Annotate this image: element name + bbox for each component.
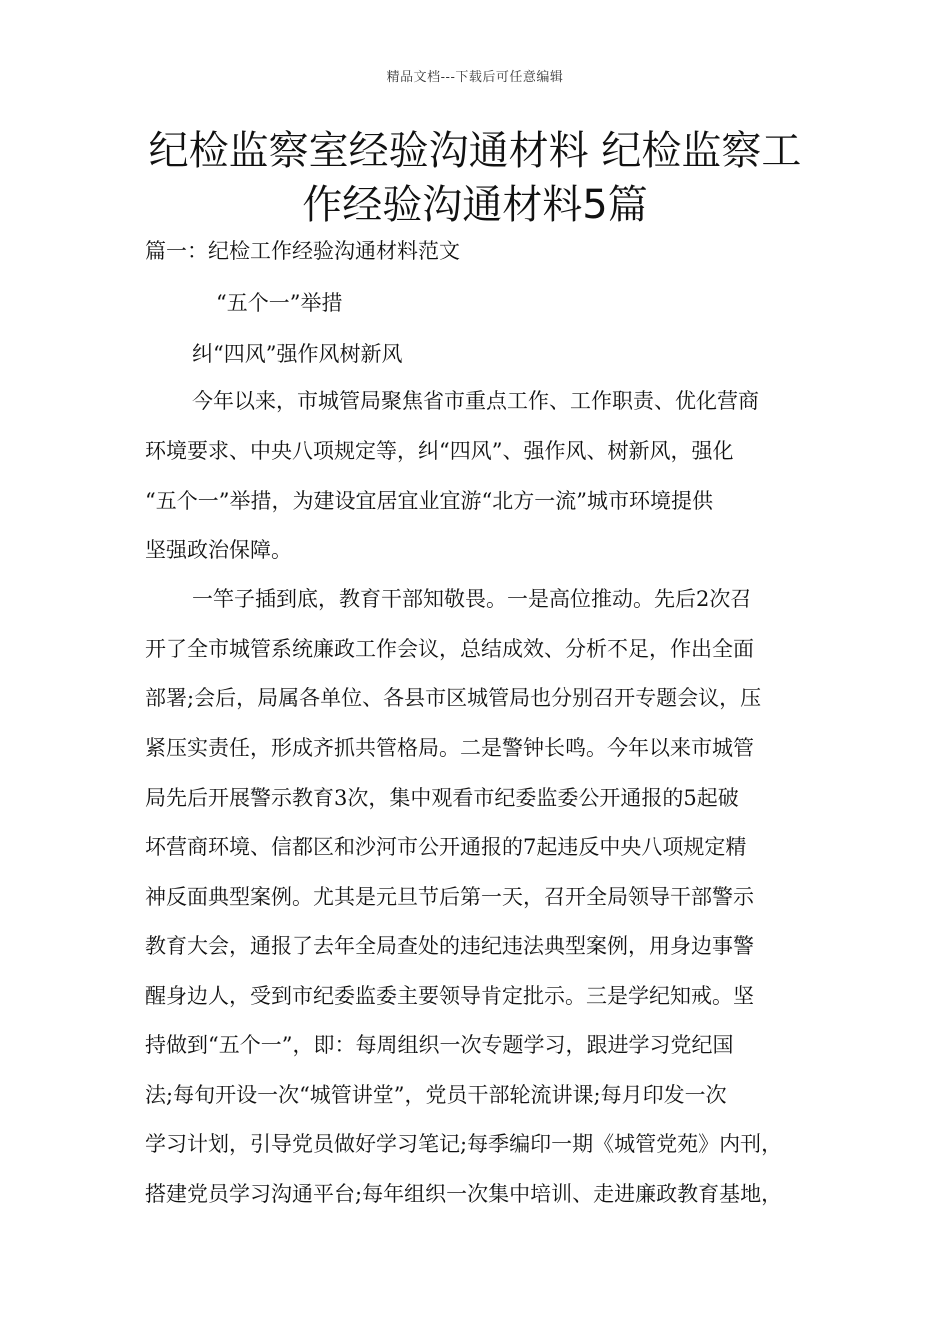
paragraph-line: 醒身边人，受到市纪委监委主要领导肯定批示。三是学纪知戒。坚	[145, 984, 754, 1008]
paragraph-line: 坏营商环境、信都区和沙河市公开通报的7起违反中央八项规定精	[145, 835, 747, 859]
section-heading: 篇一：纪检工作经验沟通材料范文	[145, 239, 460, 263]
paragraph-line: 搭建党员学习沟通平台;每年组织一次集中培训、走进廉政教育基地，	[145, 1182, 783, 1206]
paragraph-line: 法;每旬开设一次“城管讲堂”，党员干部轮流讲课;每月印发一次	[145, 1083, 727, 1107]
title-line-1: 纪检监察室经验沟通材料 纪检监察工	[148, 128, 802, 174]
paragraph-line: 开了全市城管系统廉政工作会议，总结成效、分析不足，作出全面	[145, 637, 754, 661]
paragraph-line: 坚强政治保障。	[145, 538, 292, 562]
paragraph-line: 环境要求、中央八项规定等，纠“四风”、强作风、树新风，强化	[145, 439, 734, 463]
paragraph-line: 紧压实责任，形成齐抓共管格局。二是警钟长鸣。今年以来市城管	[145, 736, 754, 760]
subheading-five-measures: “五个一”举措	[216, 291, 343, 315]
paragraph-line: 学习计划，引导党员做好学习笔记;每季编印一期《城管党苑》内刊，	[145, 1132, 783, 1156]
subheading-four-winds: 纠“四风”强作风树新风	[192, 342, 403, 366]
paragraph-line: 教育大会，通报了去年全局查处的违纪违法典型案例，用身边事警	[145, 934, 754, 958]
running-header: 精品文档---下载后可任意编辑	[386, 70, 564, 85]
paragraph-line: 局先后开展警示教育3次，集中观看市纪委监委公开通报的5起破	[145, 786, 739, 810]
paragraph-line: 神反面典型案例。尤其是元旦节后第一天，召开全局领导干部警示	[145, 885, 754, 909]
paragraph-line: 一竿子插到底，教育干部知敬畏。一是高位推动。先后2次召	[192, 587, 752, 611]
document-title	[100, 124, 850, 232]
paragraph-line: “五个一”举措，为建设宜居宜业宜游“北方一流”城市环境提供	[145, 489, 713, 513]
paragraph-line: 持做到“五个一”，即：每周组织一次专题学习，跟进学习党纪国	[145, 1033, 734, 1057]
paragraph-line: 部署;会后，局属各单位、各县市区城管局也分别召开专题会议，压	[145, 686, 762, 710]
paragraph-line: 今年以来，市城管局聚焦省市重点工作、工作职责、优化营商	[192, 389, 759, 413]
title-line-2: 作经验沟通材料5篇	[302, 182, 648, 228]
